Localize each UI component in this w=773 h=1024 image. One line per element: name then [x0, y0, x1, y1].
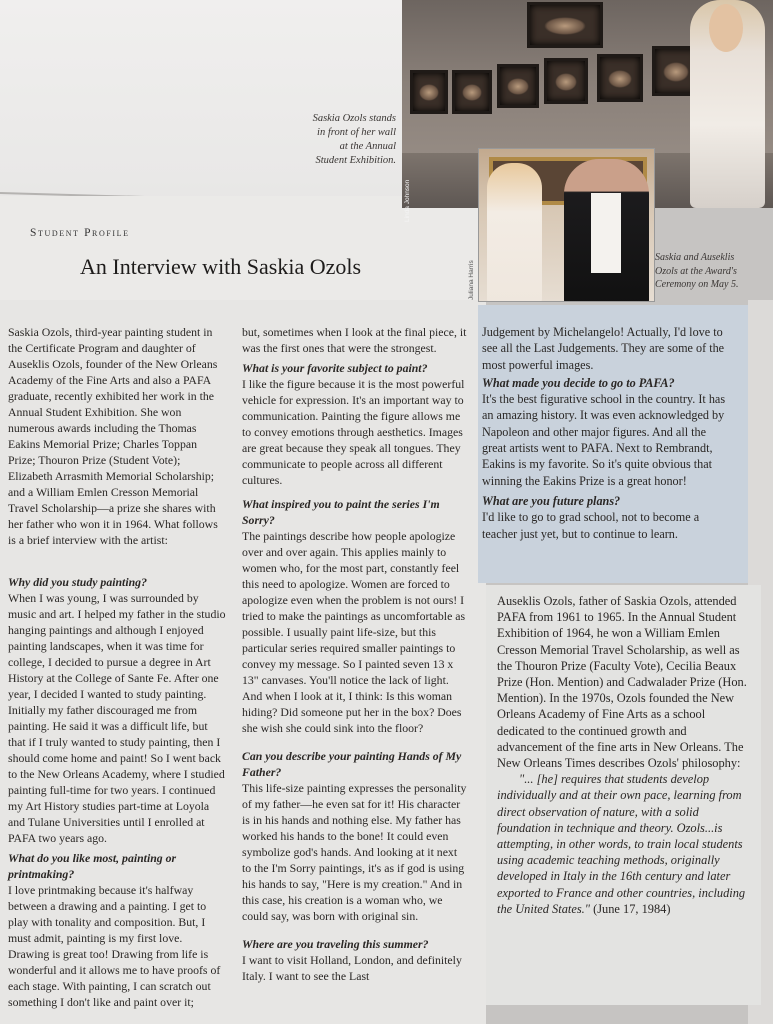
gallery-caption: [270, 112, 396, 168]
ceremony-photo: [478, 148, 655, 302]
answer: I love printmaking because it's halfway between a drawing and a painting. I get to play with tonality and composition. But, I must admit, painting is my first love. Drawing is great too! Drawing from life is wonderful and it allows me to have proofs of each stage. With painting, I can scratch out something I don't like and paint over it;: [8, 883, 221, 1009]
column-1: [8, 324, 226, 1010]
caption-line: Ceremony on May 5.: [655, 279, 739, 290]
painting: [544, 58, 588, 104]
caption-line: Student Exhibition.: [315, 155, 396, 166]
person-head: [709, 4, 743, 52]
column-3: [482, 324, 727, 542]
column-2: [242, 324, 467, 984]
sidebar-quote: "... [he] requires that students develop individually and at their own pace, learning from direct observation of nature, with a solid foundation in technique and theory. Ozols...is attempting, in other words, to train local students using academic teaching methods, originally developed in Italy in the 16th century and later exported to France and other countries, including the United States.": [497, 772, 746, 916]
answer: I like the figure because it is the most powerful vehicle for expression. It's an important way to communication. Painting the figure allows me to convey emotions through aesthetics. Images are great because they speak all tongues. They communicate to people across all different cultures.: [242, 377, 465, 487]
paragraph-continued: Judgement by Michelangelo! Actually, I'd love to see all the Last Judgements. They are some of the most powerful images.: [482, 325, 725, 372]
painting: [597, 54, 643, 102]
question: What is your favorite subject to paint?: [242, 361, 428, 375]
caption-line: Saskia and Auseklis: [655, 252, 735, 263]
painting: [527, 2, 603, 48]
person-figure: [487, 163, 542, 302]
question: Can you describe your painting Hands of My Father?: [242, 749, 462, 779]
question: What are you future plans?: [482, 493, 621, 508]
caption-line: Saskia Ozols stands: [312, 113, 396, 124]
question: What made you decide to go to PAFA?: [482, 375, 675, 390]
photo-credit: Juliana Harris: [468, 260, 475, 300]
ceremony-caption: [655, 251, 765, 292]
question: What inspired you to paint the series I'm Sorry?: [242, 497, 440, 527]
answer: I want to visit Holland, London, and definitely Italy. I want to see the Last: [242, 953, 462, 983]
question: What do you like most, painting or printmaking?: [8, 851, 177, 881]
section-label: Student Profile: [30, 227, 130, 239]
intro-paragraph: Saskia Ozols, third-year painting student in the Certificate Program and daughter of Auseklis Ozols, founder of the New Orleans Academy of the Fine Arts and also a PAFA graduate, recently exhibited her work in the Annual Student Exhibition. She won numerous awards including the Thomas Eakins Memorial Prize; Charles Toppan Prize; Thouron Prize (Student Vote); Elizabeth Arrasmith Memorial Scholarship; and a William Emlen Cresson Memorial Travel Scholarship—a prize she shares with her father who won it in 1964. What follows is a brief interview with the artist:: [8, 325, 218, 547]
painting: [452, 70, 492, 114]
answer: When I was young, I was surrounded by music and art. I helped my father in the studio hanging paintings and although I enjoyed painting landscapes, when it was time for college, I decided to pursue a degree in Art History at the College of Sante Fe. After one year, I decided I wanted to study painting. Initially my father discouraged me from painting. He said it was a difficult life, but that if I truly wanted to study painting, then I should come home and paint! So I went back to the New Orleans Academy, where I studied painting full-time for two years. I continued my Art History studies part-time at Loyola and Tulane Universities until I enrolled at PAFA two years ago.: [8, 591, 226, 845]
paragraph-continued: but, sometimes when I look at the final piece, it was the first ones that were the strongest.: [242, 325, 467, 355]
sidebar-body: Auseklis Ozols, father of Saskia Ozols, attended PAFA from 1961 to 1965. In the Annual Student Exhibition of 1964, he won a William Emlen Cresson Memorial Travel Scholarship, as well as the Thouron Prize (Faculty Vote), Cecilia Beaux Prize (Hon. Mention) and Cadwalader Prize (Hon. Mention). In the 1970s, Ozols founded the New Orleans Academy of Fine Arts as a school dedicated to the continued growth and advancement of the fine arts in New Orleans. The New Orleans Times describes Ozols' philosophy:: [497, 594, 747, 771]
sidebar-text: [497, 593, 753, 917]
answer: This life-size painting expresses the personality of my father—he even sat for it! His character is in his hands and nothing else. My father has worked his hands to the bone! It could even symbolize god's hands. And looking at it next to the I'm Sorry paintings, it's as if god is using his hands to say, "Here is my creation." And in this case, his creation is a woman who, we could say, was born with original sin.: [242, 781, 467, 923]
answer: It's the best figurative school in the country. It has an amazing history. It was even acknowledged by Napoleon and other major figures. And all the great artists went to PAFA. Next to Rembrandt, Eakins is my favorite. So it's quite obvious that winning the Eakins Prize is a great honor!: [482, 392, 726, 488]
page-title: An Interview with Saskia Ozols: [80, 254, 362, 279]
photo-credit: Linda Johnson: [404, 179, 411, 222]
question: Where are you traveling this summer?: [242, 937, 429, 951]
shirt: [591, 193, 621, 273]
caption-line: at the Annual: [339, 141, 396, 152]
painting: [410, 70, 448, 114]
question: Why did you study painting?: [8, 575, 147, 589]
painting: [497, 64, 539, 108]
sidebar-quote-date: (June 17, 1984): [593, 901, 671, 916]
answer: I'd like to go to grad school, not to become a teacher just yet, but to continue to learn.: [482, 510, 700, 541]
caption-line: in front of her wall: [317, 127, 396, 138]
answer: The paintings describe how people apologize over and over again. This applies mainly to women who, for the most part, constantly feel this need to apologize. Women are forced to apologize even when the problem is not ours! I tried to make the paintings as uncomfortable as possible. I usually paint life-size, but this particular series required smaller paintings to convey my message. So I painted seven 13 x 13" canvases. You'll notice the lack of light. And when I look at it, I think: Is this woman hiding? Did someone put her in the box? Does she wish she could sink into the floor?: [242, 529, 466, 735]
caption-line: Ozols at the Award's: [655, 265, 737, 277]
